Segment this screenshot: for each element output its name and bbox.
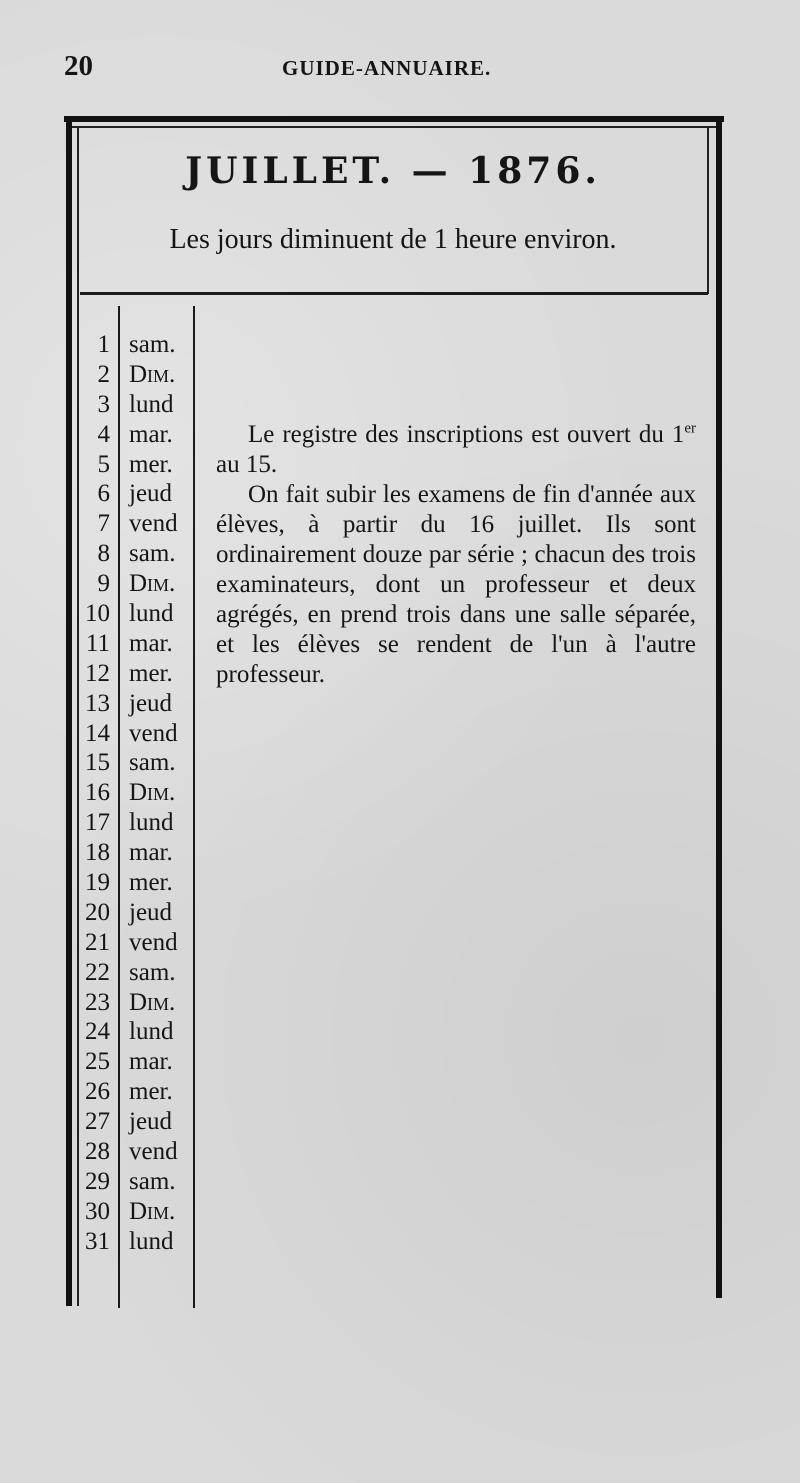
- frame-border-right: [716, 116, 722, 1298]
- day-name: mer.: [129, 869, 173, 897]
- day-name: jeud: [129, 1108, 173, 1136]
- day-number: 4: [97, 420, 110, 448]
- day-number: 28: [85, 1138, 110, 1166]
- day-number: 22: [85, 958, 110, 986]
- notes-superscript: er: [684, 420, 696, 437]
- day-name: jeud: [129, 898, 173, 926]
- day-number: 31: [85, 1227, 110, 1255]
- day-name: mar.: [129, 629, 173, 657]
- day-name: Dim.: [129, 360, 176, 388]
- day-name: sam.: [129, 331, 176, 358]
- day-name: sam.: [129, 1167, 176, 1195]
- month-notes: [216, 420, 696, 690]
- day-name: lund: [129, 390, 174, 418]
- day-number: 10: [85, 600, 110, 628]
- frame-border-top-inner: [70, 126, 716, 128]
- day-number: 15: [85, 749, 110, 777]
- day-name: lund: [129, 809, 174, 837]
- day-number: 6: [97, 480, 110, 508]
- day-number: 3: [97, 390, 110, 418]
- day-name: jeud: [129, 480, 173, 508]
- day-number: 11: [85, 629, 110, 657]
- day-number: 18: [85, 839, 110, 867]
- day-number: 13: [85, 689, 110, 717]
- day-name: vend: [129, 510, 178, 538]
- day-number: 17: [85, 809, 110, 837]
- day-name: lund: [129, 600, 174, 628]
- day-number: 8: [97, 540, 110, 568]
- day-number: 27: [85, 1108, 110, 1136]
- frame-border-right-inner: [707, 126, 709, 294]
- day-name: sam.: [129, 749, 176, 777]
- day-number: 29: [85, 1167, 110, 1195]
- day-name: vend: [129, 719, 178, 747]
- month-title: JUILLET. — 1876.: [185, 150, 601, 192]
- day-number: 12: [85, 659, 110, 687]
- day-name: mer.: [129, 1078, 173, 1106]
- day-number: 21: [85, 928, 110, 956]
- header-divider: [80, 292, 708, 295]
- day-number: 16: [85, 779, 110, 807]
- day-name: mar.: [129, 839, 173, 867]
- day-number: 24: [85, 1018, 110, 1046]
- day-number: 19: [85, 869, 110, 897]
- day-name: Dim.: [129, 1197, 176, 1225]
- page-number: 20: [64, 50, 93, 82]
- notes-paragraph-registration-text: Le registre des inscriptions est ouvert du 1: [248, 421, 685, 448]
- day-number: 14: [85, 719, 110, 747]
- day-name: Dim.: [129, 988, 176, 1016]
- day-number: 25: [85, 1048, 110, 1076]
- day-name: Dim.: [129, 570, 176, 598]
- day-number: 23: [85, 988, 110, 1016]
- notes-paragraph-registration-end: au 15.: [216, 451, 278, 478]
- notes-paragraph-exams: On fait subir les examens de fin d'année aux élèves, à partir du 16 juillet. Ils sont ordinairement douze par série ; chacun des trois examinateurs, dont un professeur et deux agrégés, en prend trois dans une salle séparée, et les élèves se rendent de l'un à l'autre professeur.: [216, 481, 696, 688]
- day-number: 1: [97, 331, 110, 358]
- day-name: lund: [129, 1227, 174, 1255]
- day-name: mar.: [129, 1048, 173, 1076]
- day-name: sam.: [129, 540, 176, 568]
- day-name: Dim.: [129, 779, 176, 807]
- day-number: 2: [97, 360, 110, 388]
- day-number: 26: [85, 1078, 110, 1106]
- day-name: jeud: [129, 689, 173, 717]
- day-name: mer.: [129, 659, 173, 687]
- day-name: mer.: [129, 450, 173, 478]
- frame-border-left: [66, 116, 72, 1306]
- notes-paragraph-registration: [216, 420, 696, 480]
- day-number: 20: [85, 898, 110, 926]
- day-number: 9: [97, 570, 110, 598]
- column-divider-day-number: [118, 306, 120, 1308]
- day-number: 7: [97, 510, 110, 538]
- day-name: lund: [129, 1018, 174, 1046]
- daylight-note: Les jours diminuent de 1 heure environ.: [169, 224, 617, 255]
- day-name: vend: [129, 928, 178, 956]
- day-number: 5: [97, 450, 110, 478]
- frame-border-top: [64, 116, 724, 122]
- day-number: 30: [85, 1197, 110, 1225]
- running-head: GUIDE-ANNUAIRE.: [282, 56, 492, 80]
- day-name: vend: [129, 1138, 178, 1166]
- day-name: sam.: [129, 958, 176, 986]
- day-name: mar.: [129, 420, 173, 448]
